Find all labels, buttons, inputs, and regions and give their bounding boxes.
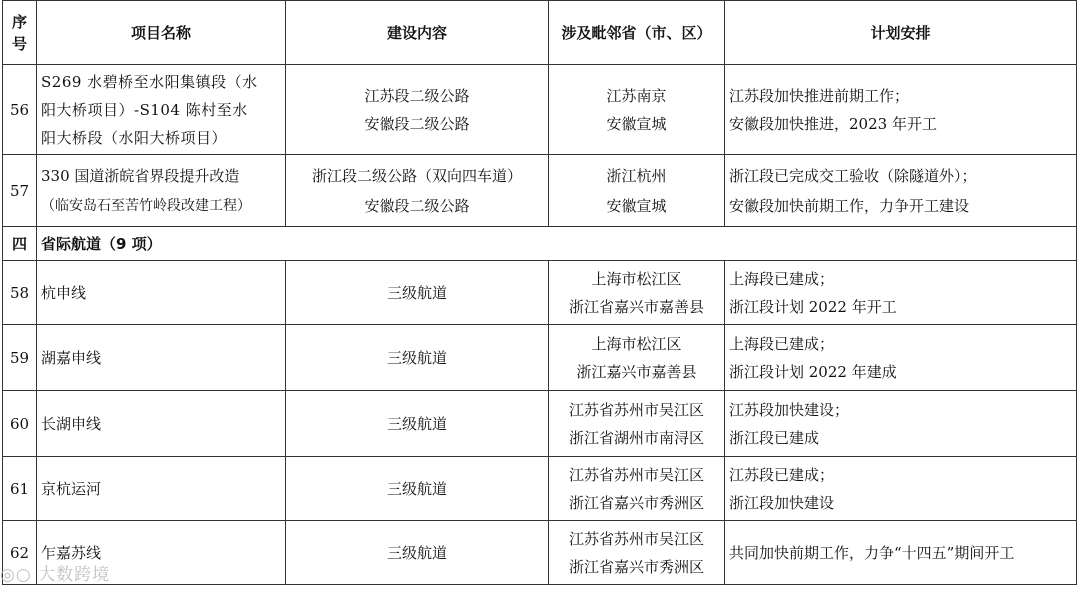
row-name-line: 阳大桥项目）-S104 陈村至水	[41, 100, 248, 119]
row-plan-line: 安徽段加快前期工作，力争开工建设	[729, 196, 970, 215]
table-row	[3, 391, 1077, 457]
row-region-line: 安徽宣城	[606, 114, 667, 133]
row-region-line: 江苏省苏州市吴江区	[568, 465, 704, 484]
row-content: 三级航道	[286, 261, 549, 325]
row-region-line: 江苏省苏州市吴江区	[568, 400, 704, 419]
row-plan	[725, 65, 1077, 155]
section-row	[3, 227, 1077, 261]
row-name: 长湖申线	[37, 391, 286, 457]
row-plan-line: 江苏段加快推进前期工作；	[729, 86, 910, 105]
row-seq: 61	[3, 457, 37, 521]
project-table	[2, 0, 1077, 585]
row-region-line: 浙江省嘉兴市嘉善县	[568, 297, 704, 316]
header-seq-label: 序号	[11, 12, 27, 53]
header-content: 建设内容	[286, 1, 549, 65]
row-content-line: 浙江段二级公路（双向四车道）	[311, 166, 522, 185]
row-seq: 62	[3, 521, 37, 585]
row-plan	[725, 325, 1077, 391]
row-region	[549, 391, 725, 457]
row-name: 杭申线	[37, 261, 286, 325]
row-region-line: 上海市松江区	[591, 269, 682, 288]
row-region	[549, 521, 725, 585]
header-name: 项目名称	[37, 1, 286, 65]
row-name: 京杭运河	[37, 457, 286, 521]
table-row	[3, 521, 1077, 585]
row-plan-line: 上海段已建成；	[729, 269, 835, 288]
table-row	[3, 65, 1077, 155]
row-name	[37, 155, 286, 227]
table-row	[3, 261, 1077, 325]
row-region	[549, 155, 725, 227]
row-name-line: （临安岛石至苦竹岭段改建工程）	[41, 197, 251, 214]
row-name-line: S269 水碧桥至水阳集镇段（水	[41, 72, 258, 91]
row-content	[286, 65, 549, 155]
row-content	[286, 155, 549, 227]
row-region-line: 浙江嘉兴市嘉善县	[576, 362, 697, 381]
row-name	[37, 65, 286, 155]
section-seq: 四	[3, 227, 37, 261]
row-plan	[725, 261, 1077, 325]
row-seq: 60	[3, 391, 37, 457]
row-plan-line: 安徽段加快推进，2023 年开工	[729, 114, 937, 133]
row-region-line: 浙江省嘉兴市秀洲区	[568, 557, 704, 576]
header-row	[3, 1, 1077, 65]
row-content-line: 安徽段二级公路	[364, 114, 470, 133]
row-name: 湖嘉申线	[37, 325, 286, 391]
row-seq: 58	[3, 261, 37, 325]
row-region	[549, 261, 725, 325]
row-region	[549, 65, 725, 155]
row-seq: 57	[3, 155, 37, 227]
row-name-line: 阳大桥段（水阳大桥项目）	[41, 128, 228, 147]
row-plan: 共同加快前期工作，力争“十四五”期间开工	[725, 521, 1077, 585]
row-plan-line: 江苏段加快建设；	[729, 400, 850, 419]
row-region-line: 浙江省湖州市南浔区	[568, 428, 704, 447]
row-region	[549, 325, 725, 391]
row-plan-line: 江苏段已建成；	[729, 465, 835, 484]
row-content-line: 安徽段二级公路	[364, 196, 470, 215]
row-region-line: 江苏南京	[606, 86, 667, 105]
header-seq	[3, 1, 37, 65]
row-plan	[725, 457, 1077, 521]
table-row	[3, 325, 1077, 391]
row-region-line: 上海市松江区	[591, 334, 682, 353]
row-content: 三级航道	[286, 521, 549, 585]
row-content: 三级航道	[286, 391, 549, 457]
row-plan	[725, 391, 1077, 457]
row-region-line: 浙江杭州	[606, 166, 667, 185]
row-content: 三级航道	[286, 457, 549, 521]
row-plan-line: 浙江段加快建设	[729, 493, 835, 512]
row-plan-line: 浙江段已完成交工验收（除隧道外）；	[729, 166, 977, 185]
row-seq: 59	[3, 325, 37, 391]
row-region-line: 江苏省苏州市吴江区	[568, 529, 704, 548]
row-content: 三级航道	[286, 325, 549, 391]
row-name: 乍嘉苏线	[37, 521, 286, 585]
row-region-line: 浙江省嘉兴市秀洲区	[568, 493, 704, 512]
row-name-line: 330 国道浙皖省界段提升改造	[41, 166, 240, 185]
section-title: 省际航道（9 项）	[37, 227, 1077, 261]
watermark	[0, 560, 110, 585]
row-content-line: 江苏段二级公路	[364, 86, 470, 105]
watermark-logo-icon: ◎○	[0, 565, 39, 585]
row-plan	[725, 155, 1077, 227]
row-plan-line: 浙江段计划 2022 年建成	[729, 362, 897, 381]
row-region	[549, 457, 725, 521]
row-plan-line: 上海段已建成；	[729, 334, 835, 353]
watermark-text: 大数跨境	[38, 565, 111, 585]
row-plan-line: 浙江段已建成	[729, 428, 820, 447]
table-row	[3, 155, 1077, 227]
header-region: 涉及毗邻省（市、区）	[549, 1, 725, 65]
row-region-line: 安徽宣城	[606, 196, 667, 215]
table-row	[3, 457, 1077, 521]
row-seq: 56	[3, 65, 37, 155]
header-plan: 计划安排	[725, 1, 1077, 65]
row-plan-line: 浙江段计划 2022 年开工	[729, 297, 897, 316]
